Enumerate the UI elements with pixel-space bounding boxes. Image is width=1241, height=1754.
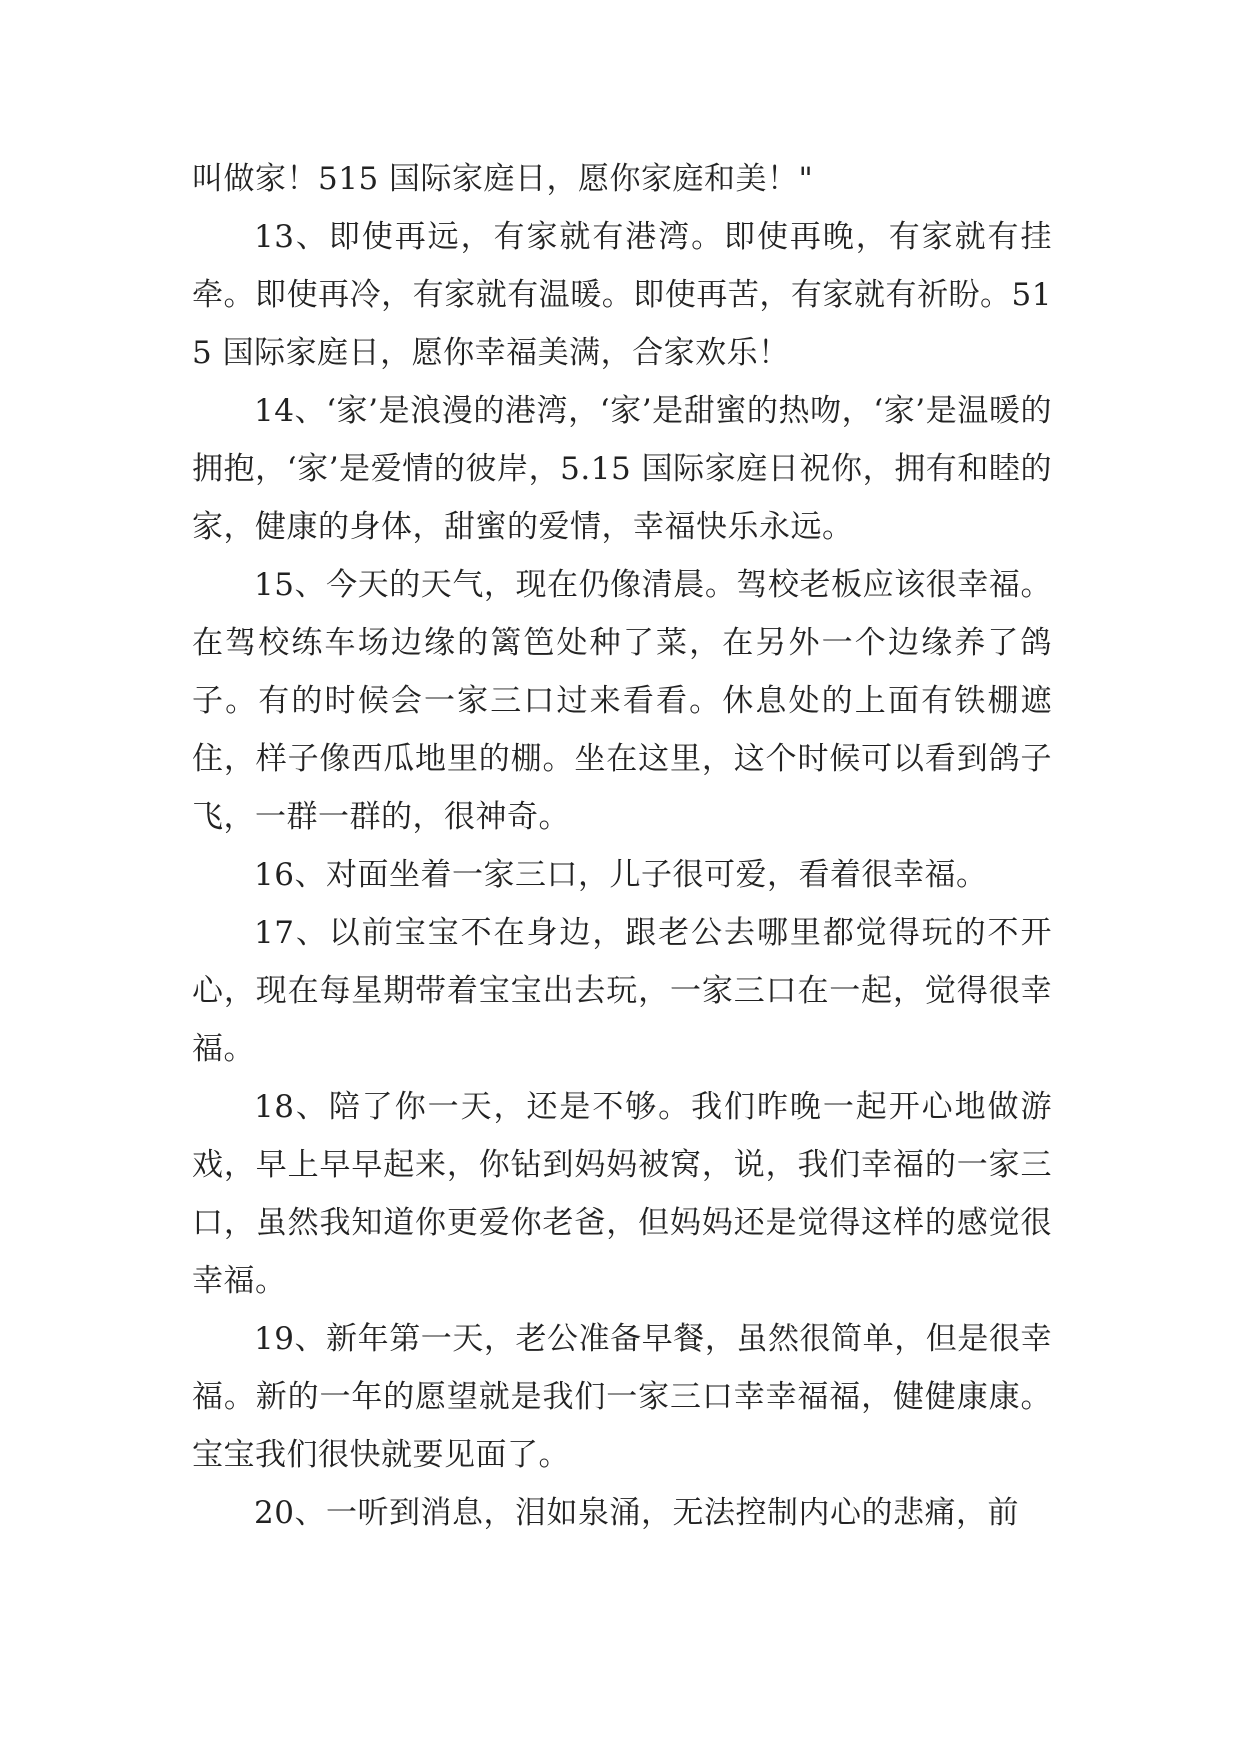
paragraph-continuation: 叫做家！515 国际家庭日，愿你家庭和美！"	[192, 161, 814, 197]
paragraph-item-17: 17、以前宝宝不在身边，跟老公去哪里都觉得玩的不开心，现在每星期带着宝宝出去玩，一家三口在一起，觉得很幸福。	[192, 915, 1052, 1067]
paragraph-item-19: 19、新年第一天，老公准备早餐，虽然很简单，但是很幸福。新的一年的愿望就是我们一家三口幸幸福福，健健康康。宝宝我们很快就要见面了。	[192, 1321, 1052, 1473]
paragraph-item-15: 15、今天的天气，现在仍像清晨。驾校老板应该很幸福。在驾校练车场边缘的篱笆处种了菜，在另外一个边缘养了鸽子。有的时候会一家三口过来看看。休息处的上面有铁棚遮住，样子像西瓜地里的棚。坐在这里，这个时候可以看到鸽子飞，一群一群的，很神奇。	[192, 567, 1052, 835]
paragraph-item-20: 20、一听到消息，泪如泉涌，无法控制内心的悲痛，前	[254, 1495, 1019, 1531]
paragraph-item-18: 18、陪了你一天，还是不够。我们昨晚一起开心地做游戏，早上早早起来，你钻到妈妈被窝，说，我们幸福的一家三口，虽然我知道你更爱你老爸，但妈妈还是觉得这样的感觉很幸福。	[192, 1089, 1052, 1299]
document-body	[192, 150, 1052, 1542]
paragraph-item-13: 13、即使再远，有家就有港湾。即使再晚，有家就有挂牵。即使再冷，有家就有温暖。即使再苦，有家就有祈盼。515 国际家庭日，愿你幸福美满，合家欢乐！	[192, 219, 1052, 371]
paragraph-item-16: 16、对面坐着一家三口，儿子很可爱，看着很幸福。	[254, 857, 988, 893]
paragraph-item-14: 14、‘家’是浪漫的港湾，‘家’是甜蜜的热吻，‘家’是温暖的拥抱，‘家’是爱情的彼岸，5.15 国际家庭日祝你，拥有和睦的家，健康的身体，甜蜜的爱情，幸福快乐永远。	[192, 393, 1052, 545]
